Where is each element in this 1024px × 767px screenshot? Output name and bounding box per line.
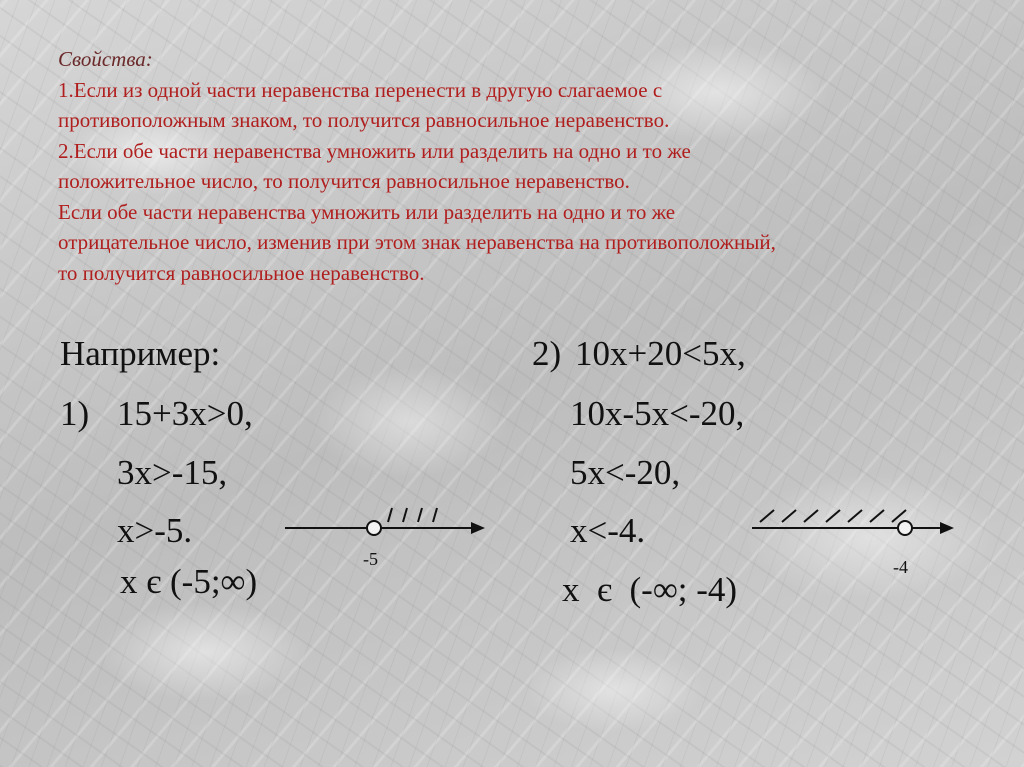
open-point	[898, 521, 912, 535]
properties-title: Свойства:	[58, 47, 153, 71]
property-line-4: положительное число, то получится равносильное неравенство.	[58, 169, 630, 193]
open-point	[367, 521, 381, 535]
example2-number-line	[752, 505, 967, 545]
example1-step-1: 15+3x>0,	[117, 394, 253, 433]
axis-arrow	[471, 522, 485, 534]
property-line-6: отрицательное число, изменив при этом знак неравенства на противоположный,	[58, 230, 776, 254]
example2-step-3: 5x<-20,	[570, 453, 681, 492]
examples-heading: Например:	[60, 334, 221, 373]
property-line-3: 2.Если обе части неравенства умножить или разделить на одно и то же	[58, 138, 691, 163]
axis-arrow	[940, 522, 954, 534]
example2-point-label: -4	[893, 557, 908, 577]
example1-number: 1)	[60, 394, 90, 433]
property-line-7: то получится равносильное неравенство.	[58, 260, 425, 285]
solution-hatching	[760, 510, 906, 522]
solution-hatching	[388, 508, 437, 522]
example1-point-label: -5	[363, 549, 378, 569]
example2-step-2: 10x-5x<-20,	[570, 394, 745, 433]
example1-number-line	[285, 505, 495, 545]
properties-block	[58, 44, 988, 288]
example2-step-1: 10x+20<5x,	[575, 334, 746, 373]
property-line-1: 1.Если из одной части неравенства перенести в другую слагаемое с	[58, 77, 663, 102]
property-line-5: Если обе части неравенства умножить или разделить на одно и то же	[58, 199, 676, 224]
example2-answer: x є (-∞; -4)	[562, 570, 738, 609]
example1-answer: x є (-5;∞)	[120, 562, 258, 601]
example1-step-3: x>-5.	[117, 511, 193, 550]
example2-step-4: x<-4.	[570, 511, 646, 550]
property-line-2: противоположным знаком, то получится равносильное неравенство.	[58, 108, 670, 132]
example1-step-2: 3x>-15,	[117, 453, 228, 492]
example2-number: 2)	[532, 334, 562, 373]
